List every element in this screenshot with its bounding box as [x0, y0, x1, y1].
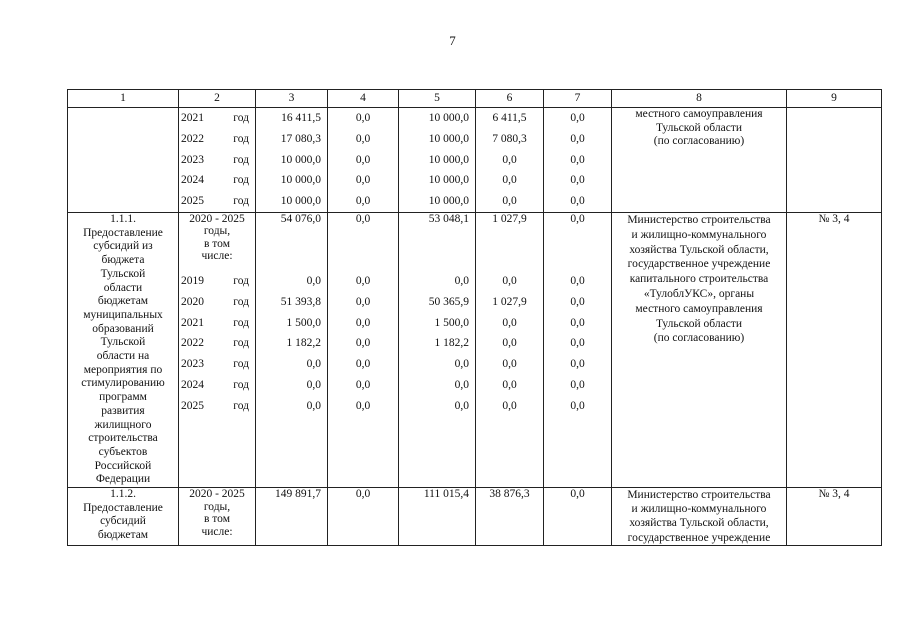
column-header: 3 [256, 90, 328, 108]
other-cell: 0,0 0,0 0,0 0,0 0,0 0,0 0,0 0,0 [544, 212, 612, 487]
year-line: 2025 год [181, 195, 249, 208]
year-line: 2022 год [181, 337, 249, 350]
indicator-cell: № 3, 4 [787, 488, 882, 546]
federal-cell: 0,0 0,0 0,0 0,0 0,0 0,0 0,0 0,0 [328, 212, 399, 487]
executor-cell: местного самоуправления Тульской области (по согласованию) [612, 108, 787, 213]
year-line: 2021 год [181, 316, 249, 329]
indicator-cell: № 3, 4 [787, 212, 882, 487]
column-header: 7 [544, 90, 612, 108]
column-header: 2 [179, 90, 256, 108]
item-title-cell: 1.1.2. Предоставление субсидий бюджетам [68, 488, 179, 546]
column-header: 5 [399, 90, 476, 108]
total-cell: 149 891,7 [256, 488, 328, 546]
column-header: 8 [612, 90, 787, 108]
local-cell: 1 027,9 0,0 1 027,9 0,0 0,0 0,0 0,0 0,0 [476, 212, 544, 487]
period-cell [179, 212, 256, 487]
column-header: 6 [476, 90, 544, 108]
column-header: 1 [68, 90, 179, 108]
executor-cell: Министерство строительства и жилищно-коммунального хозяйства Тульской области, государственное учреждение [612, 488, 787, 546]
regional-cell: 53 048,1 0,0 50 365,9 1 500,0 1 182,2 0,0 0,0 0,0 [399, 212, 476, 487]
column-number-row [68, 90, 882, 108]
year-line: 2021 год [181, 112, 249, 124]
federal-cell: 0,0 [328, 488, 399, 546]
total-cell: 54 076,0 0,0 51 393,8 1 500,0 1 182,2 0,0 0,0 0,0 [256, 212, 328, 487]
column-header: 4 [328, 90, 399, 108]
budget-table [67, 89, 882, 546]
regional-cell: 111 015,4 [399, 488, 476, 546]
total-cell: 16 411,5 17 080,3 10 000,0 10 000,0 10 000,0 [256, 108, 328, 213]
year-line: 2024 год [181, 174, 249, 187]
item-title-cell: 1.1.1. Предоставление субсидий из бюджета Тульской области бюджетам муниципальных образований Тульской области на мероприятия по стимулированию программ развития жилищного строительства субъектов Российской Федерации [68, 212, 179, 487]
other-cell: 0,0 0,0 0,0 0,0 0,0 [544, 108, 612, 213]
item-row-1-1-2 [68, 488, 882, 546]
column-header: 9 [787, 90, 882, 108]
year-line: 2022 год [181, 132, 249, 145]
year-line: 2023 год [181, 153, 249, 166]
indicator-cell [787, 108, 882, 213]
continuation-row [68, 108, 882, 213]
local-cell: 38 876,3 [476, 488, 544, 546]
regional-cell: 10 000,0 10 000,0 10 000,0 10 000,0 10 000,0 [399, 108, 476, 213]
year-line: 2023 год [181, 358, 249, 371]
year-line: 2019 год [181, 274, 249, 287]
period-cell [179, 488, 256, 546]
local-cell: 6 411,5 7 080,3 0,0 0,0 0,0 [476, 108, 544, 213]
year-line: 2020 год [181, 295, 249, 308]
item-title-cell [68, 108, 179, 213]
page-number: 7 [449, 33, 456, 48]
executor-cell: Министерство строительства и жилищно-коммунального хозяйства Тульской области, государственное учреждение капитального строительства «ТулоблУКС», органы местного самоуправления Тульской области (по согласованию) [612, 212, 787, 487]
other-cell: 0,0 [544, 488, 612, 546]
period-header: 2020 - 2025 годы, в том числе: [189, 488, 245, 538]
period-header: 2020 - 2025 годы, в том числе: [189, 212, 245, 263]
year-line: 2025 год [181, 399, 249, 412]
year-line: 2024 год [181, 378, 249, 391]
period-cell [179, 108, 256, 213]
federal-cell: 0,0 0,0 0,0 0,0 0,0 [328, 108, 399, 213]
item-row-1-1-1 [68, 212, 882, 487]
